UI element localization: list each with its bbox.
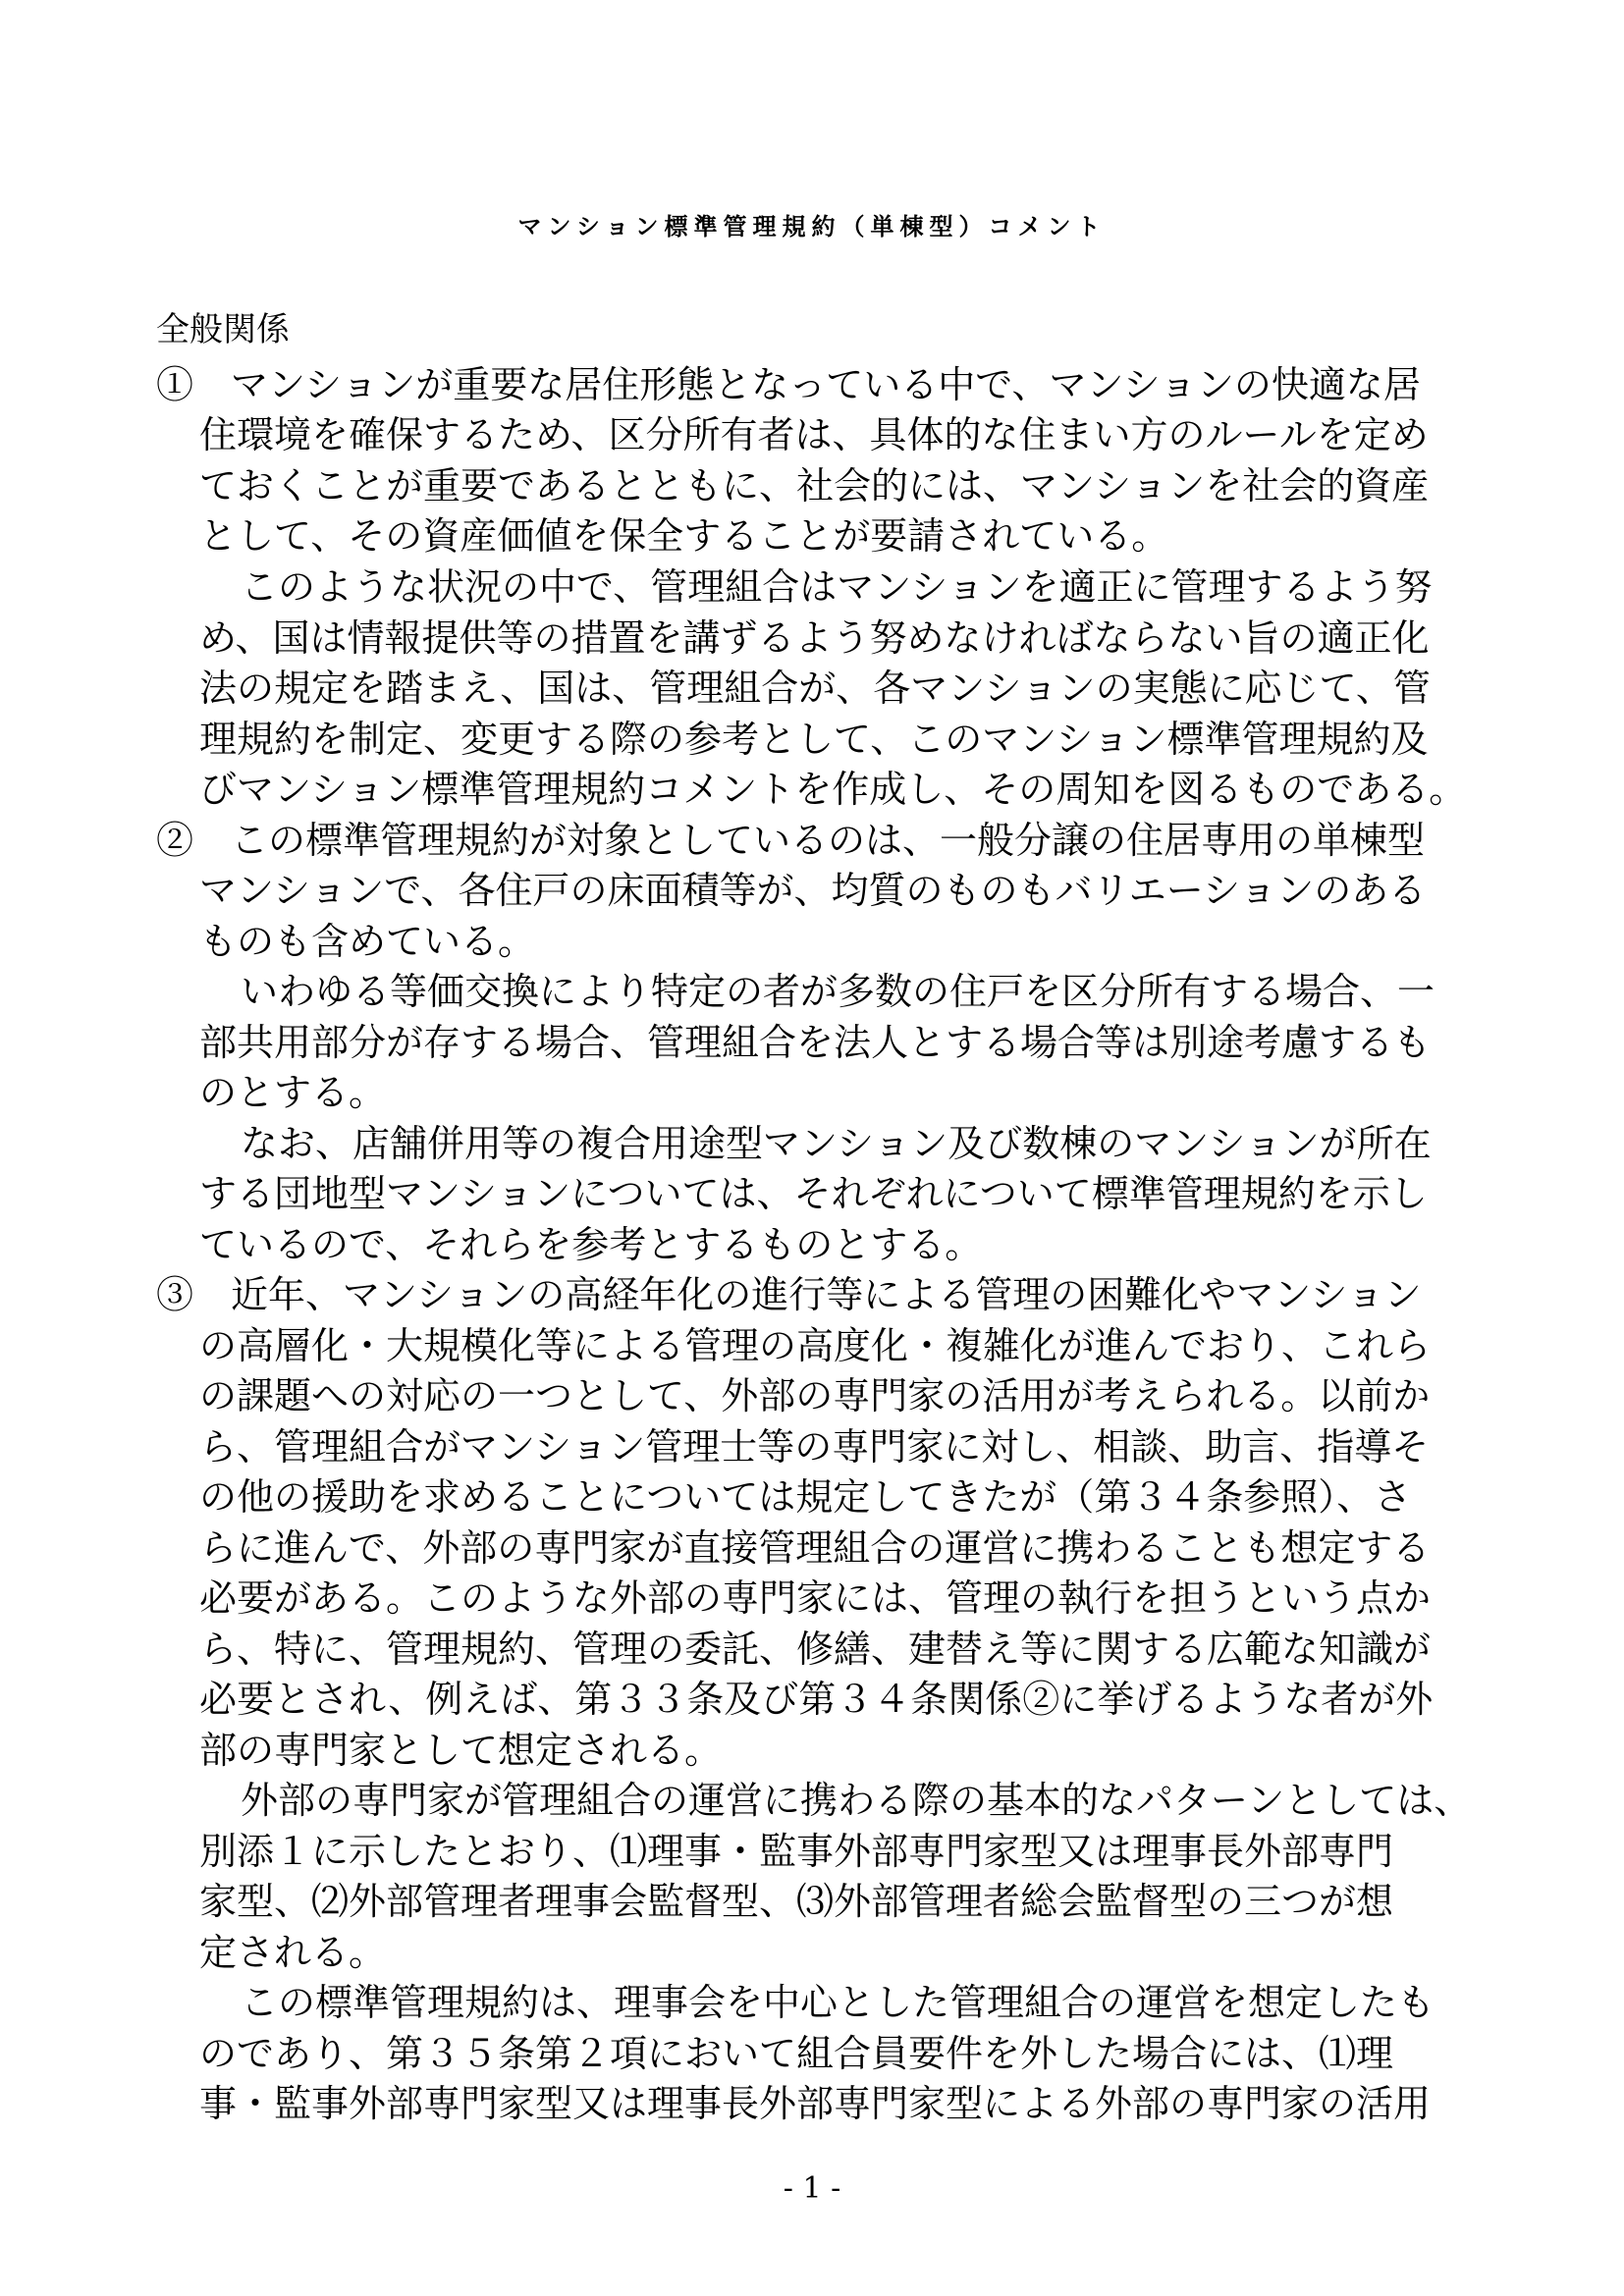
body-line: ③ 近年、マンションの高経年化の進行等による管理の困難化やマンション [156,1273,1422,1316]
body-line: 必要とされ、例えば、第３３条及び第３４条関係②に挙げるような者が外 [199,1678,1434,1721]
body-line: いわゆる等価交換により特定の者が多数の住戸を区分所有する場合、一 [241,970,1435,1013]
body-line: 住環境を確保するため、区分所有者は、具体的な住まい方のルールを定め [199,413,1429,456]
body-line: として、その資産価値を保全することが要請されている。 [199,514,1169,558]
body-line: びマンション標準管理規約コメントを作成し、その周知を図るものである。 [199,768,1467,811]
body-line: ているので、それらを参考とするものとする。 [199,1223,983,1266]
body-line: 理規約を制定、変更する際の参考として、このマンション標準管理規約及 [199,718,1429,761]
body-line: のであり、第３５条第２項において組合員要件を外した場合には、⑴理 [199,2032,1394,2075]
body-line: 外部の専門家が管理組合の運営に携わる際の基本的なパターンとしては、 [241,1779,1472,1822]
page-number: - 1 - [783,2171,841,2206]
body-line: 部共用部分が存する場合、管理組合を法人とする場合等は別途考慮するも [199,1021,1432,1064]
body-line: 事・監事外部専門家型又は理事長外部専門家型による外部の専門家の活用 [199,2082,1432,2125]
page-title: マンション標準管理規約（単棟型）コメント [517,213,1107,240]
body-line: 定される。 [199,1931,387,1974]
body-line: らに進んで、外部の専門家が直接管理組合の運営に携わることも想定する [199,1526,1431,1570]
body-line: する団地型マンションについては、それぞれについて標準管理規約を示し [199,1172,1428,1215]
body-line: 必要がある。このような外部の専門家には、管理の執行を担うという点か [199,1576,1432,1620]
body-line: ら、特に、管理規約、管理の委託、修繕、建替え等に関する広範な知識が [199,1628,1432,1671]
body-line: この標準管理規約は、理事会を中心とした管理組合の運営を想定したも [241,1981,1435,2024]
body-line: このような状況の中で、管理組合はマンションを適正に管理するよう努 [241,565,1433,609]
body-line: の他の援助を求めることについては規定してきたが（第３４条参照）、さ [199,1475,1412,1519]
body-line: の課題への対応の一つとして、外部の専門家の活用が考えられる。以前か [199,1374,1431,1417]
body-line: 別添１に示したとおり、⑴理事・監事外部専門家型又は理事長外部専門 [199,1830,1394,1873]
body-line: なお、店舗併用等の複合用途型マンション及び数棟のマンションが所在 [241,1122,1432,1165]
body-line: の高層化・大規模化等による管理の高度化・複雑化が進んでおり、これら [199,1324,1432,1367]
body-line: 家型、⑵外部管理者理事会監督型、⑶外部管理者総会監督型の三つが想 [199,1880,1394,1923]
body-line: ② この標準管理規約が対象としているのは、一般分譲の住居専用の単棟型 [156,819,1426,862]
body-line: 部の専門家として想定される。 [199,1729,723,1772]
body-line: ら、管理組合がマンション管理士等の専門家に対し、相談、助言、指導そ [199,1425,1430,1468]
body-line: ① マンションが重要な居住形態となっている中で、マンションの快適な居 [156,363,1421,406]
body-line: マンションで、各住戸の床面積等が、均質のものもバリエーションのある [199,869,1427,912]
body-line: め、国は情報提供等の措置を講ずるよう努めなければならない旨の適正化 [199,616,1430,660]
body-line: 法の規定を踏まえ、国は、管理組合が、各マンションの実態に応じて、管 [199,667,1431,710]
section-heading: 全般関係 [156,310,290,349]
body-line: のとする。 [199,1071,387,1114]
body-line: ておくことが重要であるとともに、社会的には、マンションを社会的資産 [199,464,1430,507]
body-line: ものも含めている。 [199,920,536,963]
